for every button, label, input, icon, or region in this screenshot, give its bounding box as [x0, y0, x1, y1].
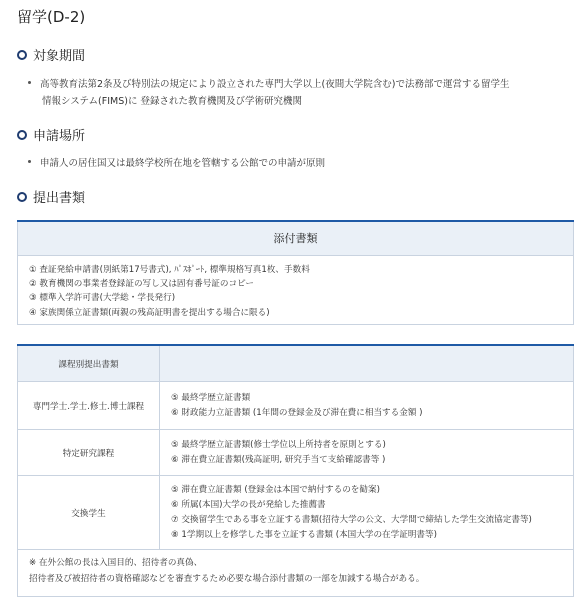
section-heading-target [17, 45, 85, 64]
table-header-row [18, 345, 574, 382]
course-item: ⑥ 所属(本国)大学の長が発給した推薦書 [171, 499, 326, 510]
course-items [160, 430, 574, 476]
target-line-2: 情報システム(FIMS)に 登録された教育機関及び学術研究機関 [42, 96, 302, 107]
course-item: ⑤ 最終学歴立証書類 [171, 392, 251, 403]
table-header-cell: 課程別提出書類 [18, 345, 160, 382]
table-note-row [18, 550, 574, 597]
attachment-item: ① 査証発給申請書(別紙第17号書式), ﾊﾟｽﾎﾟｰﾄ, 標準規格写真1枚、手数料 [29, 265, 310, 275]
section-body-place [28, 155, 574, 172]
table-row [18, 430, 574, 476]
section-heading-documents [17, 187, 85, 206]
section-heading-label: 対象期間 [33, 49, 86, 64]
attachment-item: ③ 標準入学許可書(大学総・学長発行) [29, 293, 176, 304]
attachments-box [17, 220, 574, 324]
course-documents-table [17, 344, 574, 597]
circle-bullet-icon [17, 50, 27, 60]
course-item: ⑦ 交換留学生である事を立証する書類(招待大学の公文、大学間で締結した学生交流協定書等) [171, 514, 532, 525]
page-title: 留学(D-2) [17, 8, 86, 26]
attachment-item: ④ 家族関係立証書類(両親の残高証明書を提出する場合に限る) [29, 307, 270, 318]
note-line: ※ 在外公館の長は入国目的、招待者の真偽、 [29, 558, 203, 568]
course-item: ⑤ 滞在費立証書類 (登録金は本国で納付するのを勧案) [171, 484, 380, 495]
course-items [160, 382, 574, 430]
list-dot [28, 81, 31, 84]
course-items [160, 476, 574, 550]
attachment-item: ② 教育機関の事業者登録証の写し又は固有番号証のコピー [29, 279, 254, 290]
course-name: 交換学生 [18, 476, 160, 550]
section-heading-label: 申請場所 [33, 129, 86, 144]
table-row [18, 382, 574, 430]
section-heading-label: 提出書類 [33, 191, 86, 206]
course-item: ⑥ 滞在費立証書類(残高証明, 研究手当て支給確認書等 ) [171, 454, 386, 465]
target-line-1: 高等教育法第2条及び特別法の規定により設立された専門大学以上(夜間大学院含む)で法務部で運営する留学生 [40, 79, 510, 90]
circle-bullet-icon [17, 130, 27, 140]
course-name: 特定研究課程 [18, 430, 160, 476]
attachments-list [17, 256, 574, 325]
circle-bullet-icon [17, 192, 27, 202]
section-body-target [28, 76, 574, 110]
note-line: 招待者及び被招待者の資格確認などを審査するため必要な場合添付書類の一部を加減する場合がある。 [29, 573, 425, 584]
course-name: 専門学士.学士.修士.博士課程 [18, 382, 160, 430]
table-note [18, 550, 574, 597]
attachments-header: 添付書類 [17, 222, 574, 256]
course-item: ⑥ 財政能力立証書類 (1年間の登録金及び滞在費に相当する金額 ) [171, 407, 423, 418]
list-dot [28, 160, 31, 163]
section-heading-place [17, 125, 85, 144]
place-line-1: 申請人の居住国又は最終学校所在地を管轄する公館での申請が原則 [40, 158, 326, 169]
table-header-empty-cell [160, 345, 574, 382]
table-row [18, 476, 574, 550]
course-item: ⑤ 最終学歴立証書類(修士学位以上所持者を原則とする) [171, 439, 386, 450]
course-item: ⑧ 1学期以上を修学した事を立証する書類 (本国大学の在学証明書等) [171, 529, 437, 540]
